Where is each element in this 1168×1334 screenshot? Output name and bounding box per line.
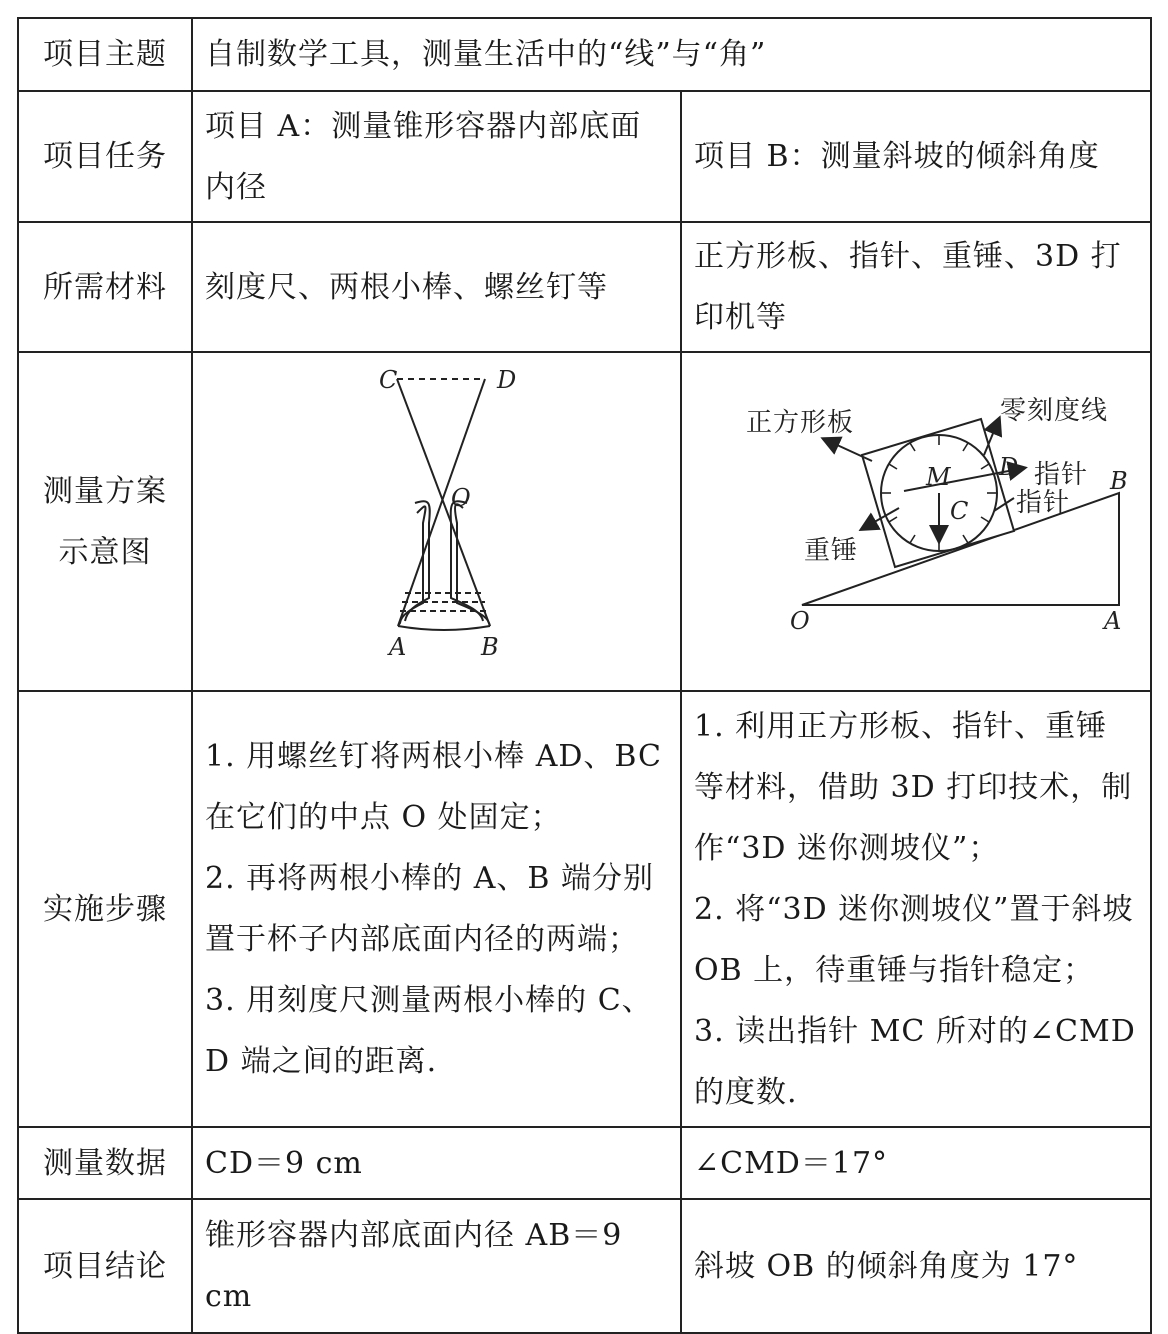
label-pointer-2: 指针	[1016, 488, 1071, 518]
diagram-label	[18, 352, 192, 691]
label-a: A	[1104, 607, 1123, 635]
row-steps	[18, 691, 1151, 1127]
steps-label: 实施步骤	[18, 691, 192, 1127]
diagram-label-line1: 测量方案	[43, 473, 167, 509]
conclusion-b: 斜坡 OB 的倾斜角度为 17°	[681, 1199, 1151, 1333]
task-a: 项目 A：测量锥形容器内部底面内径	[192, 91, 681, 222]
materials-a: 刻度尺、两根小棒、螺丝钉等	[192, 222, 681, 352]
figure-b-cell	[681, 352, 1151, 691]
figure-a-cell	[192, 352, 681, 691]
materials-label: 所需材料	[18, 222, 192, 352]
row-theme	[18, 18, 1151, 91]
conclusion-a: 锥形容器内部底面内径 AB＝9 cm	[192, 1199, 681, 1333]
steps-b-2: 2. 将“3D 迷你测坡仪”置于斜坡 OB 上，待重锤与指针稳定；	[694, 891, 1134, 988]
label-d: D	[999, 453, 1020, 481]
label-o: O	[451, 484, 472, 512]
cup-left-inner	[405, 501, 430, 621]
theme-label: 项目主题	[18, 18, 192, 91]
conclusion-label: 项目结论	[18, 1199, 192, 1333]
label-d: D	[497, 366, 518, 394]
row-conclusion	[18, 1199, 1151, 1333]
theme-value: 自制数学工具，测量生活中的“线”与“角”	[192, 18, 1151, 91]
label-b: B	[1110, 467, 1129, 495]
label-b: B	[481, 633, 500, 661]
data-b: ∠CMD＝17°	[681, 1127, 1151, 1199]
task-b: 项目 B：测量斜坡的倾斜角度	[681, 91, 1151, 222]
materials-b: 正方形板、指针、重锤、3D 打印机等	[681, 222, 1151, 352]
steps-b-3: 3. 读出指针 MC 所对的∠CMD 的度数.	[694, 1013, 1136, 1110]
label-c: C	[379, 366, 399, 394]
row-task	[18, 91, 1151, 222]
figure-a	[205, 353, 692, 669]
data-label: 测量数据	[18, 1127, 192, 1199]
label-m: M	[926, 463, 952, 491]
label-a: A	[389, 633, 408, 661]
steps-b	[681, 691, 1151, 1127]
data-a: CD＝9 cm	[192, 1127, 681, 1199]
task-label: 项目任务	[18, 91, 192, 222]
label-board: 正方形板	[746, 408, 855, 438]
diagram-label-line2: 示意图	[58, 534, 152, 570]
project-table	[17, 17, 1152, 1334]
figure-b	[694, 353, 1162, 669]
row-data	[18, 1127, 1151, 1199]
row-diagram	[18, 352, 1151, 691]
label-o: O	[790, 607, 811, 635]
steps-a-3: 3. 用刻度尺测量两根小棒的 C、D 端之间的距离.	[205, 983, 653, 1079]
cup-bottom	[398, 626, 490, 630]
label-zero-line: 零刻度线	[1000, 396, 1109, 426]
board-arrow	[824, 439, 872, 461]
label-pointer-1: 指针	[1034, 460, 1089, 490]
steps-a-1: 1. 用螺丝钉将两根小棒 AD、BC 在它们的中点 O 处固定；	[205, 739, 662, 835]
label-weight: 重锤	[804, 536, 859, 566]
steps-b-1: 1. 利用正方形板、指针、重锤等材料，借助 3D 打印技术，制作“3D 迷你测坡仪”；	[694, 708, 1133, 866]
row-materials	[18, 222, 1151, 352]
label-c: C	[950, 497, 970, 525]
steps-a-2: 2. 再将两根小棒的 A、B 端分别置于杯子内部底面内径的两端；	[205, 861, 654, 957]
steps-a	[192, 691, 681, 1127]
